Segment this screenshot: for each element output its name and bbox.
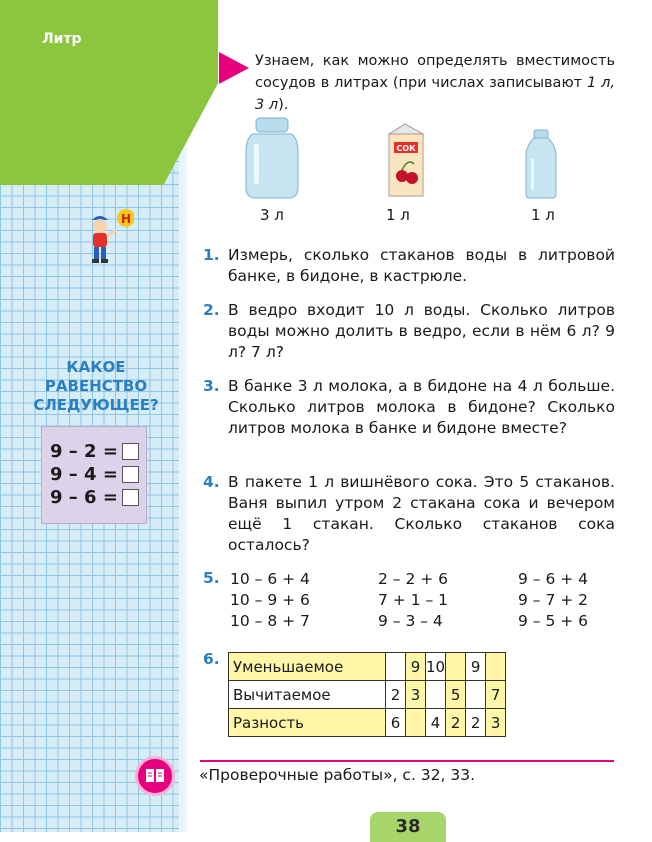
table-cell[interactable]: 9 bbox=[466, 653, 486, 681]
question-line: СЛЕДУЮЩЕЕ? bbox=[33, 396, 159, 414]
intro-units: 1 л, 3 л bbox=[255, 75, 615, 113]
task-text: Измерь, сколько стаканов воды в литровой банке, в бидоне, в кастрюле. bbox=[228, 246, 615, 285]
carton-label: СОК bbox=[396, 144, 416, 153]
vessel-label: 3 л bbox=[260, 206, 284, 224]
page-number: 38 bbox=[370, 812, 446, 842]
table-cell[interactable]: 5 bbox=[446, 681, 466, 709]
expression: 10 – 9 + 6 bbox=[230, 591, 310, 609]
task-3 bbox=[203, 376, 615, 439]
table-cell[interactable]: 2 bbox=[386, 681, 406, 709]
table-cell[interactable]: 10 bbox=[426, 653, 446, 681]
expression: 9 – 5 + 6 bbox=[518, 612, 589, 630]
table-cell[interactable]: 6 bbox=[386, 709, 406, 737]
sidebar-question bbox=[22, 358, 170, 415]
equation-text: 9 – 4 = bbox=[50, 464, 118, 485]
task-1 bbox=[203, 245, 615, 287]
table-row bbox=[229, 709, 506, 737]
equation-row bbox=[50, 464, 139, 485]
table-cell[interactable] bbox=[386, 653, 406, 681]
footer-divider bbox=[200, 760, 614, 762]
table-cell[interactable]: 4 bbox=[426, 709, 446, 737]
task-number: 1. bbox=[203, 246, 220, 264]
table-cell[interactable]: 3 bbox=[486, 709, 506, 737]
chapter-title: Литр bbox=[42, 31, 82, 47]
intro-text bbox=[255, 50, 615, 116]
equation-row bbox=[50, 487, 139, 508]
question-line: РАВЕНСТВО bbox=[44, 377, 148, 395]
milk-bottle-icon bbox=[525, 128, 557, 200]
equation-text: 9 – 2 = bbox=[50, 441, 118, 462]
table-cell[interactable]: 7 bbox=[486, 681, 506, 709]
expression: 2 – 2 + 6 bbox=[378, 570, 449, 588]
task-number: 2. bbox=[203, 301, 220, 319]
table-cell[interactable] bbox=[406, 709, 426, 737]
row-label: Вычитаемое bbox=[229, 681, 386, 709]
row-label: Уменьшаемое bbox=[229, 653, 386, 681]
question-line: КАКОЕ bbox=[66, 358, 126, 376]
workbook-icon[interactable] bbox=[135, 756, 175, 796]
table-row bbox=[229, 653, 506, 681]
expression: 9 – 6 + 4 bbox=[518, 570, 589, 588]
table-cell[interactable] bbox=[426, 681, 446, 709]
expression: 9 – 3 – 4 bbox=[378, 612, 443, 630]
task-2 bbox=[203, 300, 615, 363]
table-cell[interactable] bbox=[466, 681, 486, 709]
task-number: 6. bbox=[203, 650, 220, 668]
task-number: 4. bbox=[203, 473, 220, 491]
expression-column bbox=[230, 569, 310, 632]
table-cell[interactable]: 3 bbox=[406, 681, 426, 709]
intro-main: Узнаем, как можно определять вместимость сосудов в литрах (при числах записывают bbox=[255, 53, 615, 91]
row-label: Разность bbox=[229, 709, 386, 737]
subtraction-table bbox=[228, 652, 506, 737]
expression-column bbox=[378, 569, 448, 632]
table-cell[interactable] bbox=[486, 653, 506, 681]
answer-box[interactable] bbox=[122, 443, 139, 460]
task-text: В ведро входит 10 л воды. Сколько литров воды можно долить в ведро, если в нём 6 л? 9 л? 7 л? bbox=[228, 301, 615, 361]
task-number: 3. bbox=[203, 377, 220, 395]
intro-end: ). bbox=[278, 97, 289, 113]
equation-box bbox=[41, 426, 147, 524]
pointer-arrow-icon bbox=[219, 52, 249, 84]
table-cell[interactable]: 9 bbox=[406, 653, 426, 681]
vessel-label: 1 л bbox=[531, 206, 555, 224]
expression: 7 + 1 – 1 bbox=[378, 591, 449, 609]
task-text: В банке 3 л молока, а в бидоне на 4 л больше. Сколько литров молока в бидоне? Сколько литров молока в банке и бидоне вместе? bbox=[228, 377, 615, 437]
badge-letter: Н bbox=[120, 212, 132, 226]
boy-mascot-icon bbox=[84, 208, 134, 266]
table-cell[interactable]: 2 bbox=[466, 709, 486, 737]
table-row bbox=[229, 681, 506, 709]
expression: 10 – 8 + 7 bbox=[230, 612, 310, 630]
equation-row bbox=[50, 441, 139, 462]
vessel-label: 1 л bbox=[386, 206, 410, 224]
task-4 bbox=[203, 472, 615, 556]
answer-box[interactable] bbox=[122, 489, 139, 506]
table-cell[interactable] bbox=[446, 653, 466, 681]
juice-carton-icon bbox=[385, 122, 427, 198]
expression-column bbox=[518, 569, 588, 632]
equation-text: 9 – 6 = bbox=[50, 487, 118, 508]
answer-box[interactable] bbox=[122, 466, 139, 483]
footer-reference: «Проверочные работы», с. 32, 33. bbox=[199, 766, 476, 784]
task-number: 5. bbox=[203, 569, 220, 587]
expression: 10 – 6 + 4 bbox=[230, 570, 310, 588]
expression: 9 – 7 + 2 bbox=[518, 591, 589, 609]
jar-icon bbox=[244, 116, 300, 200]
table-cell[interactable]: 2 bbox=[446, 709, 466, 737]
task-text: В пакете 1 л вишнёвого сока. Это 5 стаканов. Ваня выпил утром 2 стакана сока и вечером ещё 1 стакан. Сколько стаканов сока осталось? bbox=[228, 473, 615, 554]
